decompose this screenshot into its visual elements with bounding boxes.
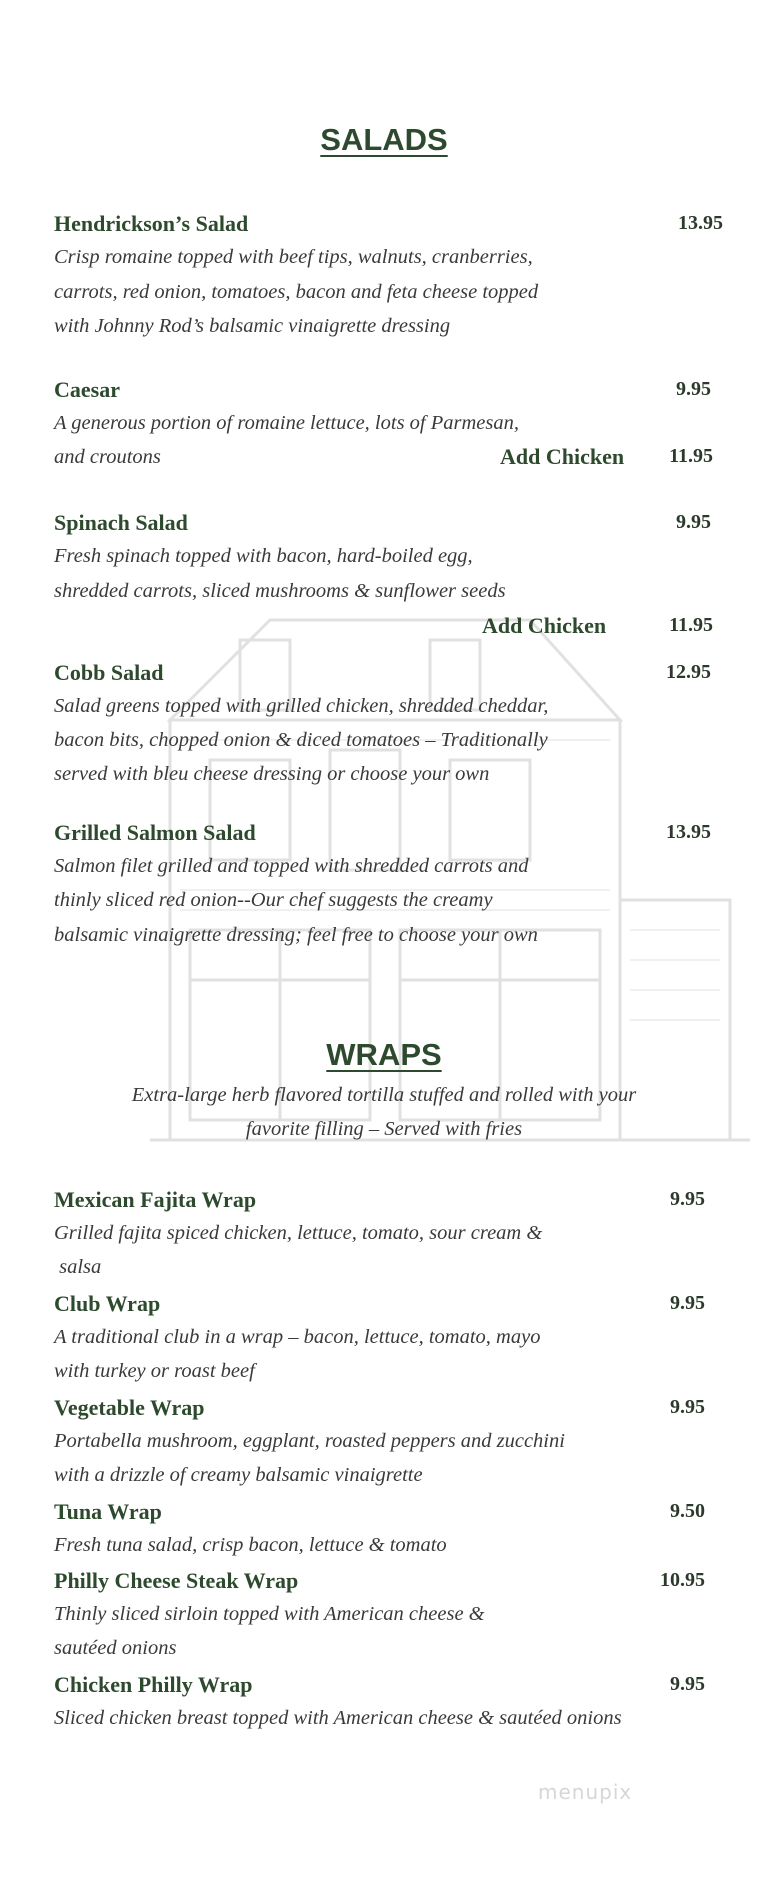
add-chicken-price: 11.95 [669,614,713,636]
menu-item-price: 13.95 [666,821,711,843]
menu-item-name: Philly Cheese Steak Wrap [54,1568,299,1593]
menu-item-name: Cobb Salad [54,660,164,685]
menu-item-description: Portabella mushroom, eggplant, roasted peppers and zucchini [54,1430,565,1452]
menu-item-price: 10.95 [660,1569,705,1591]
add-chicken-label: Add Chicken [482,613,607,638]
menu-item-description: sautéed onions [54,1637,177,1659]
menu-item-description: Thinly sliced sirloin topped with American cheese & [54,1603,485,1625]
menu-item-description: shredded carrots, sliced mushrooms & sunflower seeds [54,580,506,602]
menu-item-name: Vegetable Wrap [54,1395,205,1420]
menu-item-price: 9.95 [676,511,711,533]
menu-item-price: 9.95 [670,1396,705,1418]
menu-item-description: served with bleu cheese dressing or choose your own [54,763,490,785]
menu-item-description: A traditional club in a wrap – bacon, lettuce, tomato, mayo [54,1326,541,1348]
add-chicken-price: 11.95 [669,445,713,467]
menu-item-description: Salmon filet grilled and topped with shredded carrots and [54,855,529,877]
menu-item-name: Club Wrap [54,1291,161,1316]
menu-item-description: with Johnny Rod’s balsamic vinaigrette dressing [54,315,451,337]
menu-item-name: Hendrickson’s Salad [54,211,249,236]
menu-item-price: 13.95 [678,212,723,234]
menu-item-price: 12.95 [666,661,711,683]
salads-heading: SALADS [320,122,448,157]
wraps-intro: Extra-large herb flavored tortilla stuffed and rolled with your [131,1084,637,1106]
menu-item-description: Sliced chicken breast topped with American cheese & sautéed onions [54,1707,622,1729]
menu-item-description: Fresh tuna salad, crisp bacon, lettuce & tomato [54,1534,447,1556]
menu-item-description: Salad greens topped with grilled chicken, shredded cheddar, [54,695,549,717]
menu-item-description: bacon bits, chopped onion & diced tomatoes – Traditionally [54,729,548,751]
wraps-intro: favorite filling – Served with fries [245,1118,523,1140]
menu-item-price: 9.95 [670,1292,705,1314]
menu-item-description: with a drizzle of creamy balsamic vinaigrette [54,1464,423,1486]
menu-item-name: Chicken Philly Wrap [54,1672,253,1697]
add-chicken-label: Add Chicken [500,444,625,469]
menu-item-name: Caesar [54,377,120,402]
menu-item-description: Crisp romaine topped with beef tips, walnuts, cranberries, [54,246,533,268]
menu-item-description: balsamic vinaigrette dressing; feel free to choose your own [54,924,538,946]
menu-item-description: Fresh spinach topped with bacon, hard-boiled egg, [54,545,473,567]
menu-item-description: thinly sliced red onion--Our chef suggests the creamy [54,889,493,911]
menu-item-price: 9.50 [670,1500,705,1522]
menu-item-description: with turkey or roast beef [54,1360,255,1382]
menu-item-description: and croutons [54,446,161,468]
menu-item-description: salsa [54,1256,102,1278]
menu-item-price: 9.95 [670,1673,705,1695]
menu-item-name: Grilled Salmon Salad [54,820,256,845]
menu-item-description: Grilled fajita spiced chicken, lettuce, tomato, sour cream & [54,1222,543,1244]
wraps-heading: WRAPS [326,1037,442,1072]
menupix-watermark: menupix [538,1780,633,1804]
menu-item-price: 9.95 [670,1188,705,1210]
menu-item-price: 9.95 [676,378,711,400]
menu-item-description: carrots, red onion, tomatoes, bacon and feta cheese topped [54,281,539,303]
menu-item-name: Spinach Salad [54,510,188,535]
menu-item-name: Mexican Fajita Wrap [54,1187,257,1212]
menu-item-description: A generous portion of romaine lettuce, lots of Parmesan, [54,412,520,434]
menu-item-name: Tuna Wrap [54,1499,162,1524]
